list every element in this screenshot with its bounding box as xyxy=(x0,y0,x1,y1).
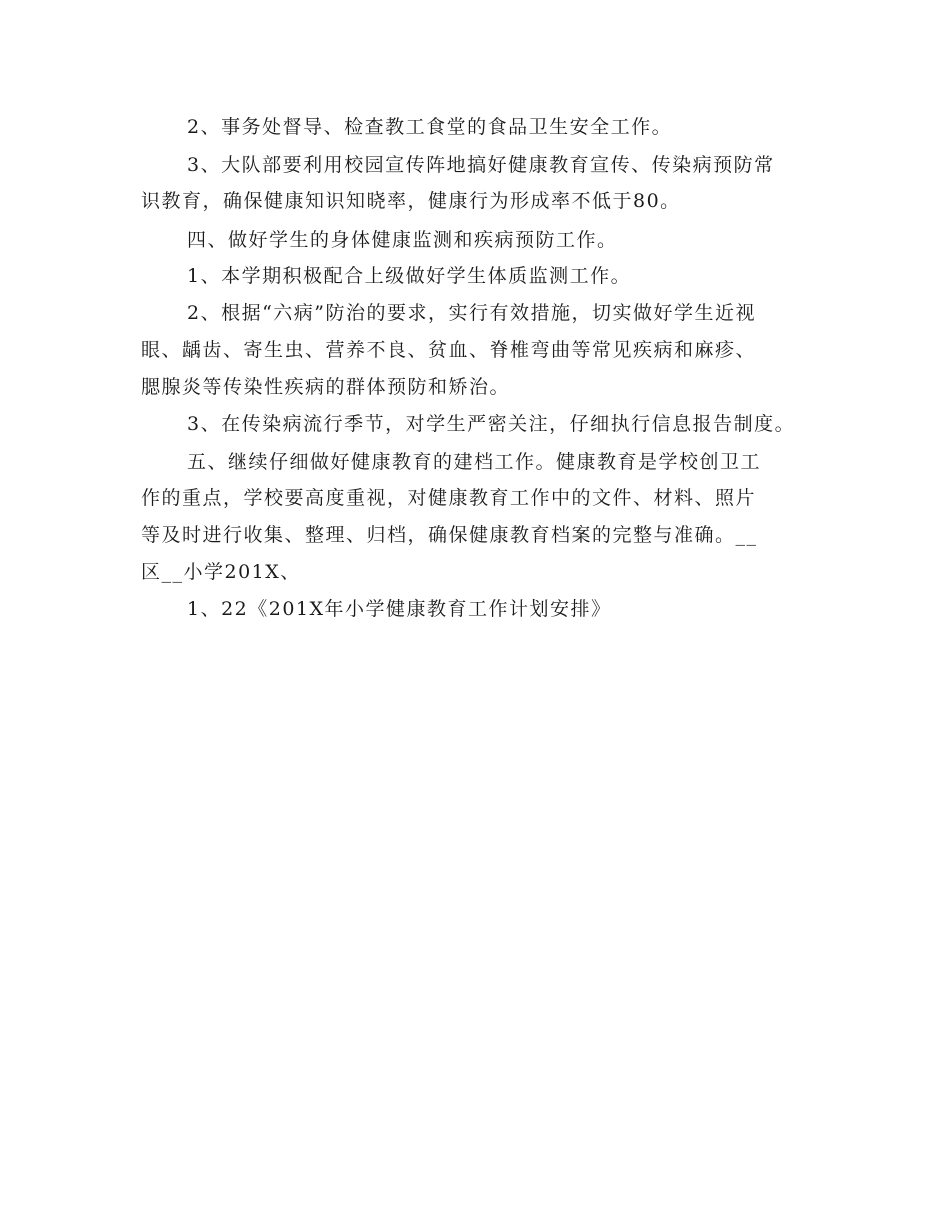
paragraph-line: 作的重点，学校要高度重视，对健康教育工作中的文件、材料、照片 xyxy=(141,487,757,509)
paragraph-line: 区__小学201X、 xyxy=(141,561,301,583)
paragraph-line: 3、大队部要利用校园宣传阵地搞好健康教育宣传、传染病预防常 xyxy=(187,154,775,176)
paragraph-line: 等及时进行收集、整理、归档，确保健康教育档案的完整与准确。__ xyxy=(141,524,758,546)
section-heading: 五、继续仔细做好健康教育的建档工作。健康教育是学校创卫工 xyxy=(187,451,762,473)
paragraph-line: 2、事务处督导、检查教工食堂的食品卫生安全工作。 xyxy=(187,116,673,138)
section-heading: 四、做好学生的身体健康监测和疾病预防工作。 xyxy=(187,229,618,251)
paragraph-line: 3、在传染病流行季节，对学生严密关注，仔细执行信息报告制度。 xyxy=(187,413,796,435)
paragraph-line: 1、本学期积极配合上级做好学生体质监测工作。 xyxy=(187,265,632,287)
paragraph-line: 腮腺炎等传染性疾病的群体预防和矫治。 xyxy=(141,376,511,398)
paragraph-line: 眼、龋齿、寄生虫、营养不良、贫血、脊椎弯曲等常见疾病和麻疹、 xyxy=(141,339,757,361)
paragraph-line: 2、根据“六病”防治的要求，实行有效措施，切实做好学生近视 xyxy=(187,302,757,324)
paragraph-line: 1、22《201X年小学健康教育工作计划安排》 xyxy=(187,598,612,620)
paragraph-line: 识教育，确保健康知识知晓率，健康行为形成率不低于80。 xyxy=(141,190,681,212)
